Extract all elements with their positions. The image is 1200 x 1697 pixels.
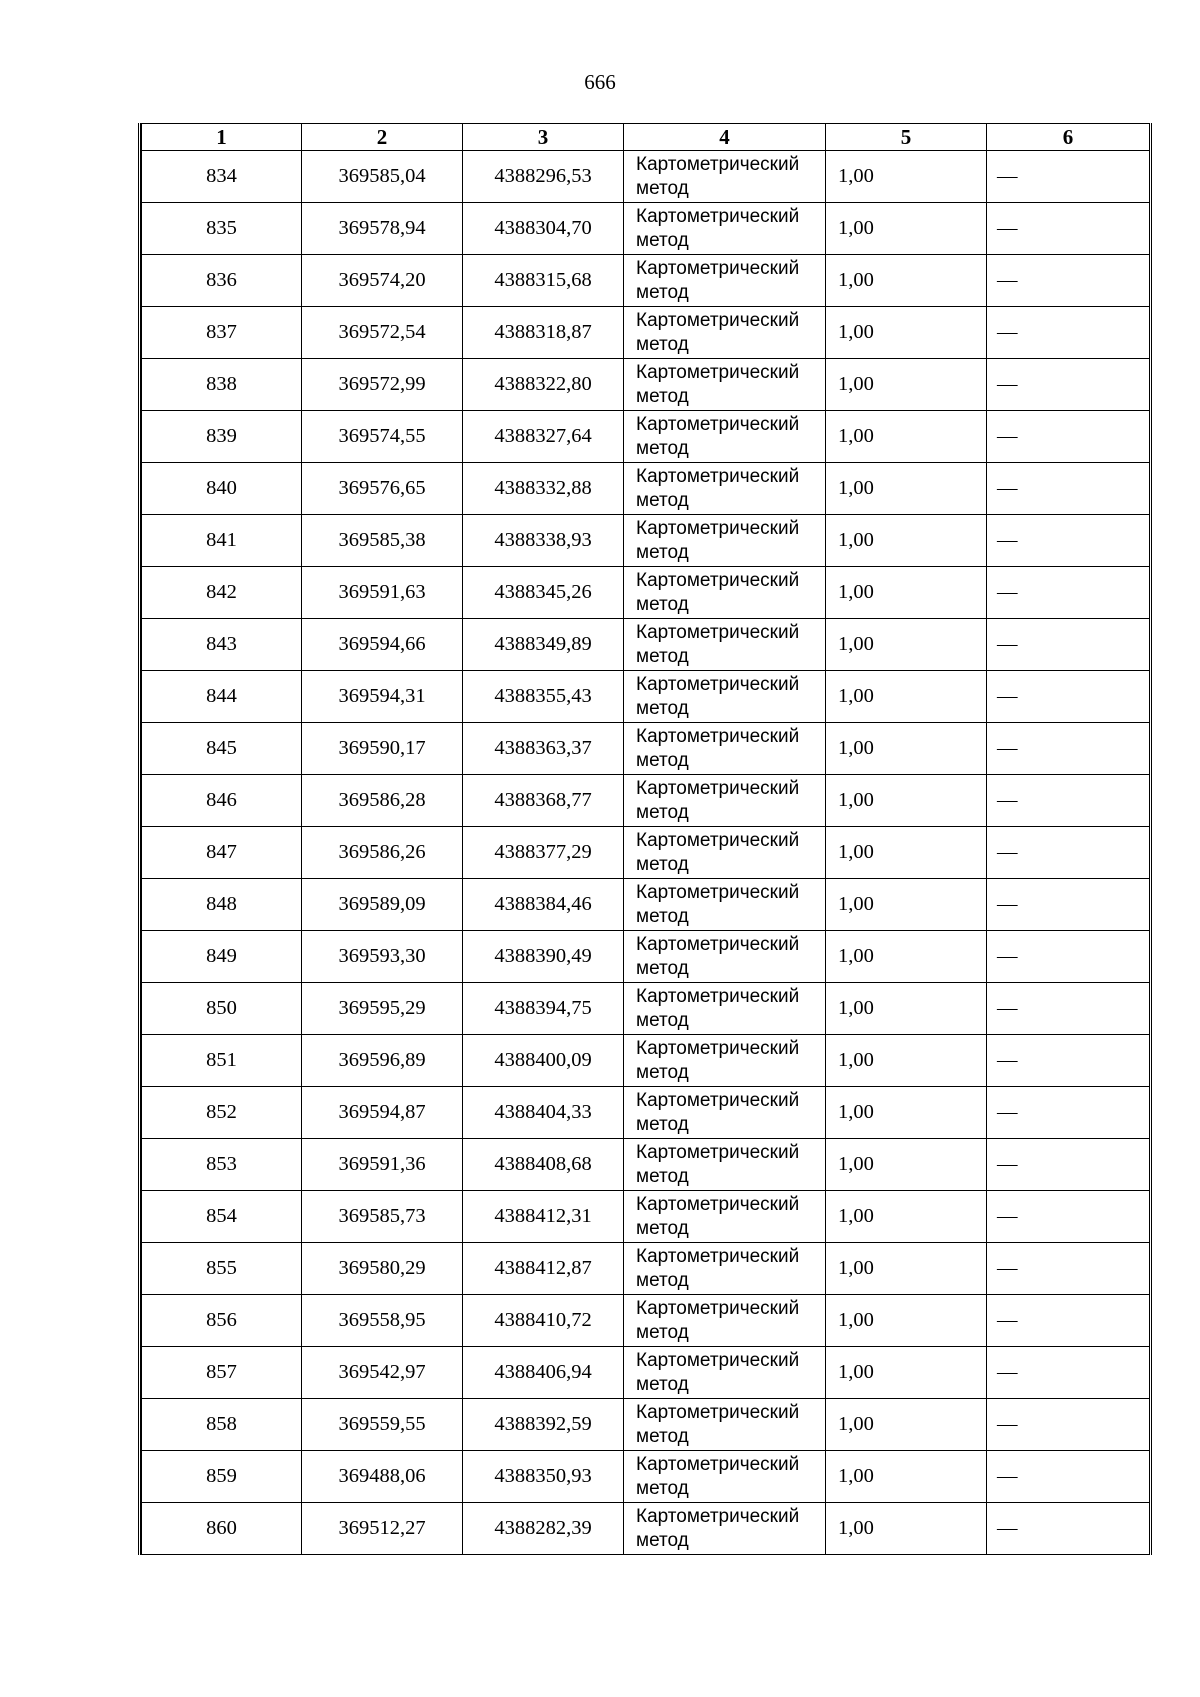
point-number-cell: 857 bbox=[142, 1347, 302, 1399]
note-cell: — bbox=[987, 567, 1150, 619]
point-number-cell: 839 bbox=[142, 411, 302, 463]
method-cell bbox=[624, 359, 826, 411]
method-cell bbox=[624, 619, 826, 671]
method-line-2: метод bbox=[636, 1113, 689, 1135]
accuracy-cell: 1,00 bbox=[826, 1503, 987, 1555]
method-line-1: Картометрический bbox=[636, 1245, 800, 1267]
method-line-2: метод bbox=[636, 437, 689, 459]
y-coordinate-cell: 4388394,75 bbox=[463, 983, 624, 1035]
accuracy-cell: 1,00 bbox=[826, 359, 987, 411]
table-row bbox=[142, 1503, 1150, 1555]
method-line-1: Картометрический bbox=[636, 309, 800, 331]
method-line-1: Картометрический bbox=[636, 1089, 800, 1111]
column-header: 3 bbox=[463, 124, 624, 151]
note-cell: — bbox=[987, 619, 1150, 671]
method-line-2: метод bbox=[636, 1217, 689, 1239]
x-coordinate-cell: 369585,04 bbox=[302, 151, 463, 203]
method-line-1: Картометрический bbox=[636, 1193, 800, 1215]
method-cell bbox=[624, 1243, 826, 1295]
x-coordinate-cell: 369580,29 bbox=[302, 1243, 463, 1295]
method-line-1: Картометрический bbox=[636, 361, 800, 383]
accuracy-cell: 1,00 bbox=[826, 1399, 987, 1451]
method-cell bbox=[624, 203, 826, 255]
y-coordinate-cell: 4388338,93 bbox=[463, 515, 624, 567]
method-line-1: Картометрический bbox=[636, 1505, 800, 1527]
method-cell bbox=[624, 1295, 826, 1347]
x-coordinate-cell: 369572,99 bbox=[302, 359, 463, 411]
point-number-cell: 838 bbox=[142, 359, 302, 411]
x-coordinate-cell: 369590,17 bbox=[302, 723, 463, 775]
note-cell: — bbox=[987, 931, 1150, 983]
accuracy-cell: 1,00 bbox=[826, 775, 987, 827]
accuracy-cell: 1,00 bbox=[826, 1243, 987, 1295]
note-cell: — bbox=[987, 879, 1150, 931]
note-cell: — bbox=[987, 1087, 1150, 1139]
method-cell bbox=[624, 1399, 826, 1451]
table-row bbox=[142, 619, 1150, 671]
note-cell: — bbox=[987, 1191, 1150, 1243]
method-line-1: Картометрический bbox=[636, 673, 800, 695]
accuracy-cell: 1,00 bbox=[826, 411, 987, 463]
y-coordinate-cell: 4388318,87 bbox=[463, 307, 624, 359]
method-cell bbox=[624, 1035, 826, 1087]
table-row bbox=[142, 1347, 1150, 1399]
coordinates-table-frame bbox=[138, 123, 1152, 1555]
point-number-cell: 859 bbox=[142, 1451, 302, 1503]
table-row bbox=[142, 411, 1150, 463]
table-row bbox=[142, 983, 1150, 1035]
method-line-1: Картометрический bbox=[636, 725, 800, 747]
point-number-cell: 854 bbox=[142, 1191, 302, 1243]
x-coordinate-cell: 369595,29 bbox=[302, 983, 463, 1035]
method-line-1: Картометрический bbox=[636, 1037, 800, 1059]
method-cell bbox=[624, 723, 826, 775]
table-row bbox=[142, 1243, 1150, 1295]
method-line-1: Картометрический bbox=[636, 829, 800, 851]
accuracy-cell: 1,00 bbox=[826, 307, 987, 359]
point-number-cell: 860 bbox=[142, 1503, 302, 1555]
note-cell: — bbox=[987, 1347, 1150, 1399]
x-coordinate-cell: 369591,36 bbox=[302, 1139, 463, 1191]
point-number-cell: 850 bbox=[142, 983, 302, 1035]
table-row bbox=[142, 671, 1150, 723]
method-line-2: метод bbox=[636, 1269, 689, 1291]
method-line-2: метод bbox=[636, 801, 689, 823]
x-coordinate-cell: 369585,38 bbox=[302, 515, 463, 567]
x-coordinate-cell: 369512,27 bbox=[302, 1503, 463, 1555]
method-line-1: Картометрический bbox=[636, 985, 800, 1007]
method-cell bbox=[624, 463, 826, 515]
point-number-cell: 846 bbox=[142, 775, 302, 827]
method-line-2: метод bbox=[636, 1321, 689, 1343]
y-coordinate-cell: 4388304,70 bbox=[463, 203, 624, 255]
method-line-1: Картометрический bbox=[636, 153, 800, 175]
y-coordinate-cell: 4388412,31 bbox=[463, 1191, 624, 1243]
method-line-1: Картометрический bbox=[636, 413, 800, 435]
point-number-cell: 843 bbox=[142, 619, 302, 671]
note-cell: — bbox=[987, 463, 1150, 515]
x-coordinate-cell: 369574,20 bbox=[302, 255, 463, 307]
point-number-cell: 836 bbox=[142, 255, 302, 307]
method-cell bbox=[624, 515, 826, 567]
accuracy-cell: 1,00 bbox=[826, 1295, 987, 1347]
method-line-1: Картометрический bbox=[636, 257, 800, 279]
y-coordinate-cell: 4388282,39 bbox=[463, 1503, 624, 1555]
coordinates-table bbox=[141, 123, 1150, 1555]
method-line-1: Картометрический bbox=[636, 465, 800, 487]
method-cell bbox=[624, 307, 826, 359]
accuracy-cell: 1,00 bbox=[826, 515, 987, 567]
table-row bbox=[142, 879, 1150, 931]
method-line-1: Картометрический bbox=[636, 1349, 800, 1371]
x-coordinate-cell: 369594,31 bbox=[302, 671, 463, 723]
point-number-cell: 835 bbox=[142, 203, 302, 255]
table-row bbox=[142, 723, 1150, 775]
accuracy-cell: 1,00 bbox=[826, 1451, 987, 1503]
accuracy-cell: 1,00 bbox=[826, 983, 987, 1035]
accuracy-cell: 1,00 bbox=[826, 827, 987, 879]
point-number-cell: 856 bbox=[142, 1295, 302, 1347]
note-cell: — bbox=[987, 775, 1150, 827]
note-cell: — bbox=[987, 359, 1150, 411]
method-line-2: метод bbox=[636, 385, 689, 407]
accuracy-cell: 1,00 bbox=[826, 1087, 987, 1139]
method-line-2: метод bbox=[636, 1373, 689, 1395]
point-number-cell: 845 bbox=[142, 723, 302, 775]
x-coordinate-cell: 369594,87 bbox=[302, 1087, 463, 1139]
method-line-1: Картометрический bbox=[636, 569, 800, 591]
table-row bbox=[142, 1035, 1150, 1087]
table-row bbox=[142, 359, 1150, 411]
method-cell bbox=[624, 775, 826, 827]
y-coordinate-cell: 4388296,53 bbox=[463, 151, 624, 203]
y-coordinate-cell: 4388384,46 bbox=[463, 879, 624, 931]
method-cell bbox=[624, 827, 826, 879]
point-number-cell: 840 bbox=[142, 463, 302, 515]
y-coordinate-cell: 4388410,72 bbox=[463, 1295, 624, 1347]
accuracy-cell: 1,00 bbox=[826, 1139, 987, 1191]
x-coordinate-cell: 369542,97 bbox=[302, 1347, 463, 1399]
method-line-2: метод bbox=[636, 1425, 689, 1447]
note-cell: — bbox=[987, 255, 1150, 307]
column-header: 4 bbox=[624, 124, 826, 151]
point-number-cell: 851 bbox=[142, 1035, 302, 1087]
x-coordinate-cell: 369488,06 bbox=[302, 1451, 463, 1503]
note-cell: — bbox=[987, 1139, 1150, 1191]
table-row bbox=[142, 1087, 1150, 1139]
point-number-cell: 834 bbox=[142, 151, 302, 203]
accuracy-cell: 1,00 bbox=[826, 1191, 987, 1243]
y-coordinate-cell: 4388322,80 bbox=[463, 359, 624, 411]
table-row bbox=[142, 931, 1150, 983]
y-coordinate-cell: 4388406,94 bbox=[463, 1347, 624, 1399]
method-line-2: метод bbox=[636, 905, 689, 927]
method-cell bbox=[624, 255, 826, 307]
accuracy-cell: 1,00 bbox=[826, 619, 987, 671]
method-line-1: Картометрический bbox=[636, 205, 800, 227]
y-coordinate-cell: 4388355,43 bbox=[463, 671, 624, 723]
y-coordinate-cell: 4388368,77 bbox=[463, 775, 624, 827]
table-header-row bbox=[142, 124, 1150, 151]
method-line-2: метод bbox=[636, 1061, 689, 1083]
method-cell bbox=[624, 1139, 826, 1191]
accuracy-cell: 1,00 bbox=[826, 151, 987, 203]
x-coordinate-cell: 369596,89 bbox=[302, 1035, 463, 1087]
x-coordinate-cell: 369593,30 bbox=[302, 931, 463, 983]
point-number-cell: 855 bbox=[142, 1243, 302, 1295]
note-cell: — bbox=[987, 1399, 1150, 1451]
x-coordinate-cell: 369576,65 bbox=[302, 463, 463, 515]
method-cell bbox=[624, 671, 826, 723]
method-line-1: Картометрический bbox=[636, 1401, 800, 1423]
method-line-2: метод bbox=[636, 281, 689, 303]
method-cell bbox=[624, 1451, 826, 1503]
page-number: 666 bbox=[584, 70, 616, 94]
accuracy-cell: 1,00 bbox=[826, 1035, 987, 1087]
note-cell: — bbox=[987, 1503, 1150, 1555]
table-row bbox=[142, 255, 1150, 307]
table-row bbox=[142, 463, 1150, 515]
point-number-cell: 837 bbox=[142, 307, 302, 359]
accuracy-cell: 1,00 bbox=[826, 463, 987, 515]
x-coordinate-cell: 369572,54 bbox=[302, 307, 463, 359]
method-line-2: метод bbox=[636, 1477, 689, 1499]
note-cell: — bbox=[987, 515, 1150, 567]
method-cell bbox=[624, 1191, 826, 1243]
point-number-cell: 847 bbox=[142, 827, 302, 879]
point-number-cell: 848 bbox=[142, 879, 302, 931]
table-body bbox=[142, 151, 1150, 1555]
table-row bbox=[142, 827, 1150, 879]
point-number-cell: 858 bbox=[142, 1399, 302, 1451]
method-cell bbox=[624, 1503, 826, 1555]
method-line-2: метод bbox=[636, 1009, 689, 1031]
accuracy-cell: 1,00 bbox=[826, 1347, 987, 1399]
table-row bbox=[142, 775, 1150, 827]
method-line-1: Картометрический bbox=[636, 517, 800, 539]
method-line-1: Картометрический bbox=[636, 621, 800, 643]
y-coordinate-cell: 4388350,93 bbox=[463, 1451, 624, 1503]
method-cell bbox=[624, 151, 826, 203]
y-coordinate-cell: 4388412,87 bbox=[463, 1243, 624, 1295]
note-cell: — bbox=[987, 203, 1150, 255]
x-coordinate-cell: 369574,55 bbox=[302, 411, 463, 463]
point-number-cell: 849 bbox=[142, 931, 302, 983]
note-cell: — bbox=[987, 671, 1150, 723]
note-cell: — bbox=[987, 1451, 1150, 1503]
method-line-2: метод bbox=[636, 749, 689, 771]
method-line-2: метод bbox=[636, 853, 689, 875]
point-number-cell: 852 bbox=[142, 1087, 302, 1139]
method-line-2: метод bbox=[636, 333, 689, 355]
y-coordinate-cell: 4388327,64 bbox=[463, 411, 624, 463]
accuracy-cell: 1,00 bbox=[826, 671, 987, 723]
method-line-1: Картометрический bbox=[636, 1453, 800, 1475]
y-coordinate-cell: 4388349,89 bbox=[463, 619, 624, 671]
table-row bbox=[142, 567, 1150, 619]
note-cell: — bbox=[987, 411, 1150, 463]
note-cell: — bbox=[987, 1035, 1150, 1087]
method-line-1: Картометрический bbox=[636, 1297, 800, 1319]
method-line-2: метод bbox=[636, 1165, 689, 1187]
y-coordinate-cell: 4388363,37 bbox=[463, 723, 624, 775]
x-coordinate-cell: 369589,09 bbox=[302, 879, 463, 931]
accuracy-cell: 1,00 bbox=[826, 723, 987, 775]
note-cell: — bbox=[987, 151, 1150, 203]
accuracy-cell: 1,00 bbox=[826, 255, 987, 307]
method-cell bbox=[624, 931, 826, 983]
table-row bbox=[142, 1191, 1150, 1243]
column-header: 2 bbox=[302, 124, 463, 151]
method-line-2: метод bbox=[636, 489, 689, 511]
accuracy-cell: 1,00 bbox=[826, 567, 987, 619]
column-header: 6 bbox=[987, 124, 1150, 151]
method-cell bbox=[624, 1087, 826, 1139]
method-line-2: метод bbox=[636, 697, 689, 719]
method-line-2: метод bbox=[636, 1529, 689, 1551]
y-coordinate-cell: 4388345,26 bbox=[463, 567, 624, 619]
method-cell bbox=[624, 879, 826, 931]
method-line-1: Картометрический bbox=[636, 777, 800, 799]
method-line-2: метод bbox=[636, 593, 689, 615]
table-row bbox=[142, 307, 1150, 359]
table-row bbox=[142, 203, 1150, 255]
column-header: 1 bbox=[142, 124, 302, 151]
method-cell bbox=[624, 1347, 826, 1399]
method-cell bbox=[624, 567, 826, 619]
x-coordinate-cell: 369586,28 bbox=[302, 775, 463, 827]
point-number-cell: 853 bbox=[142, 1139, 302, 1191]
y-coordinate-cell: 4388332,88 bbox=[463, 463, 624, 515]
y-coordinate-cell: 4388408,68 bbox=[463, 1139, 624, 1191]
column-header: 5 bbox=[826, 124, 987, 151]
method-line-1: Картометрический bbox=[636, 1141, 800, 1163]
method-cell bbox=[624, 411, 826, 463]
x-coordinate-cell: 369594,66 bbox=[302, 619, 463, 671]
method-line-1: Картометрический bbox=[636, 933, 800, 955]
x-coordinate-cell: 369558,95 bbox=[302, 1295, 463, 1347]
x-coordinate-cell: 369591,63 bbox=[302, 567, 463, 619]
method-line-1: Картометрический bbox=[636, 881, 800, 903]
method-line-2: метод bbox=[636, 541, 689, 563]
y-coordinate-cell: 4388404,33 bbox=[463, 1087, 624, 1139]
accuracy-cell: 1,00 bbox=[826, 879, 987, 931]
method-line-2: метод bbox=[636, 229, 689, 251]
point-number-cell: 844 bbox=[142, 671, 302, 723]
accuracy-cell: 1,00 bbox=[826, 203, 987, 255]
table-row bbox=[142, 1295, 1150, 1347]
method-line-2: метод bbox=[636, 645, 689, 667]
method-line-2: метод bbox=[636, 177, 689, 199]
x-coordinate-cell: 369578,94 bbox=[302, 203, 463, 255]
method-line-2: метод bbox=[636, 957, 689, 979]
y-coordinate-cell: 4388390,49 bbox=[463, 931, 624, 983]
note-cell: — bbox=[987, 307, 1150, 359]
x-coordinate-cell: 369559,55 bbox=[302, 1399, 463, 1451]
table-row bbox=[142, 1399, 1150, 1451]
x-coordinate-cell: 369585,73 bbox=[302, 1191, 463, 1243]
table-row bbox=[142, 1451, 1150, 1503]
point-number-cell: 841 bbox=[142, 515, 302, 567]
x-coordinate-cell: 369586,26 bbox=[302, 827, 463, 879]
y-coordinate-cell: 4388400,09 bbox=[463, 1035, 624, 1087]
y-coordinate-cell: 4388377,29 bbox=[463, 827, 624, 879]
note-cell: — bbox=[987, 723, 1150, 775]
table-row bbox=[142, 515, 1150, 567]
y-coordinate-cell: 4388315,68 bbox=[463, 255, 624, 307]
note-cell: — bbox=[987, 1243, 1150, 1295]
note-cell: — bbox=[987, 1295, 1150, 1347]
table-row bbox=[142, 151, 1150, 203]
table-row bbox=[142, 1139, 1150, 1191]
y-coordinate-cell: 4388392,59 bbox=[463, 1399, 624, 1451]
note-cell: — bbox=[987, 827, 1150, 879]
method-cell bbox=[624, 983, 826, 1035]
note-cell: — bbox=[987, 983, 1150, 1035]
accuracy-cell: 1,00 bbox=[826, 931, 987, 983]
point-number-cell: 842 bbox=[142, 567, 302, 619]
